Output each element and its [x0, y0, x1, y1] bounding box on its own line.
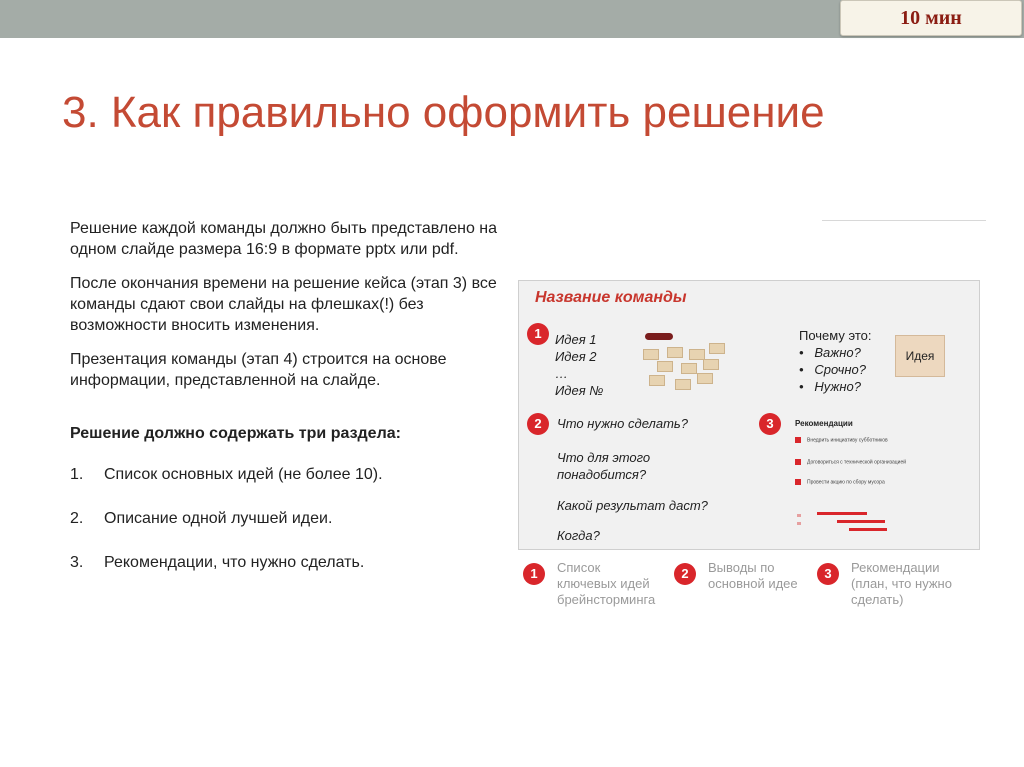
ideas-list	[555, 331, 603, 399]
recommendation-row: Договориться с технической организацией	[795, 459, 906, 465]
section-1-marker: 1	[527, 323, 549, 345]
paragraph-submission: После окончания времени на решение кейса (этап 3) все команды сдают свои слайды на флешках(!) без возможности вносить изменения.	[70, 275, 497, 334]
list-number: 3.	[70, 554, 84, 571]
timer-badge: 10 мин	[840, 0, 1022, 36]
list-item	[70, 552, 510, 573]
why-item: • Важно?	[799, 345, 861, 360]
question-result: Какой результат даст?	[557, 498, 708, 513]
checkbox-icon	[795, 479, 801, 485]
divider-line	[822, 220, 986, 221]
legend-item-conclusions: 2 Выводы по основной идее	[674, 560, 798, 592]
list-item	[70, 508, 510, 529]
legend-item-recommendations: 3 Рекомендации (план, что нужно сделать)	[817, 560, 952, 608]
question-when: Когда?	[557, 528, 600, 543]
question-resources: Что для этого понадобится?	[557, 450, 651, 482]
list-text: Описание одной лучшей идеи.	[104, 510, 333, 527]
instructions-text	[70, 218, 510, 596]
idea-item: Идея 1	[555, 332, 597, 347]
gantt-marker	[797, 514, 801, 517]
gantt-bar	[817, 512, 867, 515]
list-text: Список основных идей (не более 10).	[104, 466, 383, 483]
section-2-marker: 2	[527, 413, 549, 435]
idea-item: Идея №	[555, 383, 604, 398]
why-item: • Нужно?	[799, 379, 861, 394]
paragraph-format: Решение каждой команды должно быть представлено на одном слайде размера 16:9 в формате pptx или pdf.	[70, 220, 498, 258]
why-title: Почему это:	[799, 328, 872, 343]
example-slide	[518, 280, 980, 550]
legend-2-marker: 2	[674, 563, 696, 585]
gantt-bar	[849, 528, 887, 531]
list-item	[70, 464, 510, 485]
question-what: Что нужно сделать?	[557, 416, 688, 431]
section-3-marker: 3	[759, 413, 781, 435]
paragraph-presentation: Презентация команды (этап 4) строится на основе информации, представленной на слайде.	[70, 351, 447, 389]
recommendations-title: Рекомендации	[795, 419, 853, 428]
checkbox-icon	[795, 459, 801, 465]
legend-3-marker: 3	[817, 563, 839, 585]
list-number: 1.	[70, 466, 84, 483]
why-block	[799, 327, 871, 395]
sticky-notes-icon	[637, 333, 767, 393]
recommendation-row: Провести акцию по сбору мусора	[795, 479, 885, 485]
gantt-bar	[837, 520, 885, 523]
legend-item-ideas: 1 Список ключевых идей брейнсторминга	[523, 560, 655, 608]
legend-1-marker: 1	[523, 563, 545, 585]
why-item: • Срочно?	[799, 362, 866, 377]
idea-item: …	[555, 366, 568, 381]
idea-item: Идея 2	[555, 349, 597, 364]
idea-card: Идея	[895, 335, 945, 377]
list-text: Рекомендации, что нужно сделать.	[104, 554, 365, 571]
gantt-marker	[797, 522, 801, 525]
checkbox-icon	[795, 437, 801, 443]
recommendation-row: Внедрить инициативу субботников	[795, 437, 888, 443]
sections-heading: Решение должно содержать три раздела:	[70, 425, 401, 442]
list-number: 2.	[70, 510, 84, 527]
page-title: 3. Как правильно оформить решение	[62, 88, 825, 137]
team-name: Название команды	[535, 289, 687, 306]
